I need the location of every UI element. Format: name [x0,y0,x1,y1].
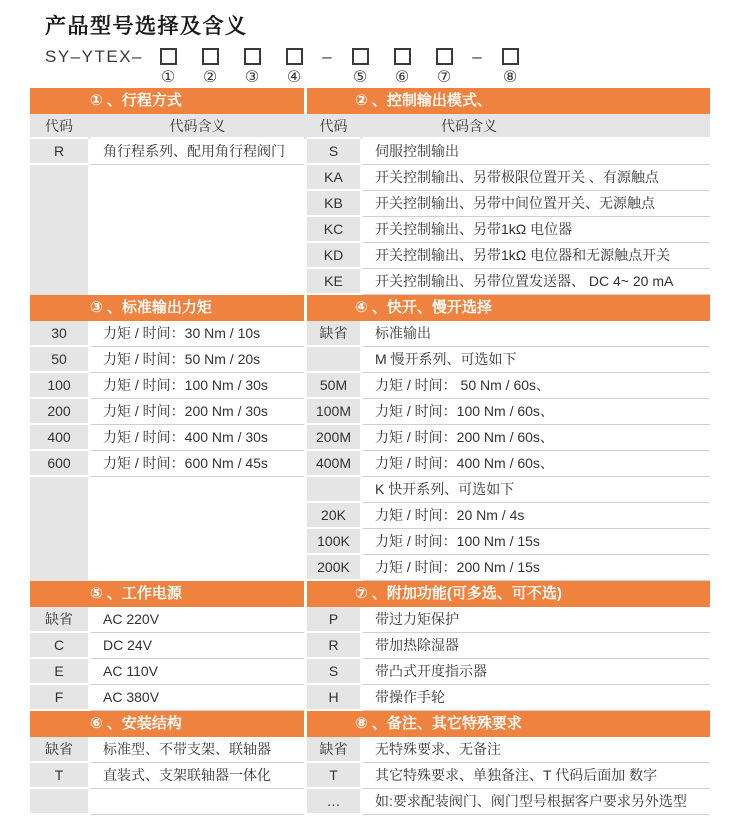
code-cell: … [307,789,360,815]
table-row [30,607,710,633]
section-header: ⑦ 、附加功能(可多选、可不选) [307,581,710,607]
code-cell: KB [307,191,360,217]
model-code-diagram [45,47,750,87]
empty-meaning-cell [91,555,304,581]
code-cell: 100K [307,529,360,555]
meaning-cell: AC 380V [91,685,304,711]
model-box-square [286,48,303,65]
code-cell: KE [307,269,360,295]
column-header-meaning: 代码含义 [91,114,304,139]
code-cell: T [307,763,360,789]
code-cell: KA [307,165,360,191]
meaning-cell: 标准型、不带支架、联轴器 [91,737,304,763]
empty-meaning-cell [91,789,304,815]
table-row [30,633,710,659]
meaning-cell: 力矩 / 时间：400 Nm / 60s、 [363,451,710,477]
column-header-code: 代码 [30,114,88,139]
code-cell: 缺省 [307,737,360,763]
table-row [30,399,710,425]
model-slot [489,47,531,87]
meaning-cell: 力矩 / 时间：600 Nm / 45s [91,451,304,477]
meaning-cell: 力矩 / 时间：100 Nm / 30s [91,373,304,399]
meaning-cell: 力矩 / 时间：100 Nm / 15s [363,529,710,555]
model-box-square [352,48,369,65]
table-row [30,347,710,373]
table-row [30,217,710,243]
model-slot [339,47,381,87]
table-row [30,321,710,347]
meaning-cell: 其它特殊要求、单独备注、T 代码后面加 数字 [363,763,710,789]
empty-meaning-cell [91,503,304,529]
meaning-cell: 带凸式开度指示器 [363,659,710,685]
code-cell: 600 [30,451,88,477]
model-slot [189,47,231,87]
empty-meaning-cell [91,269,304,295]
model-prefix: SY–YTEX– [45,47,143,66]
table-row [30,243,710,269]
meaning-cell: 开关控制输出、另带极限位置开关 、有源触点 [363,165,710,191]
model-box-square [502,48,519,65]
slot-number: ① [160,69,176,86]
meaning-cell: 如:要求配装阀门、阀门型号根据客户要求另外选型 [363,789,710,815]
code-cell: 20K [307,503,360,529]
code-cell: S [307,659,360,685]
slot-number: ⑥ [394,69,410,86]
meaning-cell: 开关控制输出、另带位置发送器、 DC 4~ 20 mA [363,269,710,295]
meaning-cell: 力矩 / 时间：400 Nm / 30s [91,425,304,451]
code-cell: 30 [30,321,88,347]
code-cell: R [307,633,360,659]
model-slot [147,47,189,87]
code-cell [307,347,360,373]
empty-meaning-cell [91,165,304,191]
meaning-cell: 力矩 / 时间：200 Nm / 30s [91,399,304,425]
meaning-cell: AC 220V [91,607,304,633]
code-cell: S [307,139,360,165]
meaning-cell: 力矩 / 时间：100 Nm / 60s、 [363,399,710,425]
code-cell: F [30,685,88,711]
model-slot [423,47,465,87]
code-cell: KD [307,243,360,269]
empty-code-cell [30,217,88,243]
code-cell: 缺省 [30,737,88,763]
table-row [30,269,710,295]
model-slot [381,47,423,87]
meaning-cell: 力矩 / 时间：200 Nm / 15s [363,555,710,581]
code-cell: KC [307,217,360,243]
table-row [30,191,710,217]
table-row [30,373,710,399]
empty-code-cell [30,165,88,191]
meaning-cell: 力矩 / 时间：200 Nm / 60s、 [363,425,710,451]
model-box-square [394,48,411,65]
code-cell: C [30,633,88,659]
code-cell: H [307,685,360,711]
empty-meaning-cell [91,217,304,243]
meaning-cell: 力矩 / 时间：30 Nm / 10s [91,321,304,347]
table-row [30,165,710,191]
empty-meaning-cell [91,243,304,269]
model-slot [273,47,315,87]
section-header: ⑤ 、工作电源 [30,581,304,607]
table-row [30,659,710,685]
empty-meaning-cell [91,529,304,555]
empty-code-cell [30,555,88,581]
meaning-cell: 力矩 / 时间：20 Nm / 4s [363,503,710,529]
slot-number: ④ [286,69,302,86]
table-row [30,425,710,451]
code-cell [307,477,360,503]
section-header: ① 、行程方式 [30,88,304,114]
code-cell: 100 [30,373,88,399]
empty-code-cell [30,269,88,295]
section-header: ⑥ 、安装结构 [30,711,304,737]
code-cell: 50 [30,347,88,373]
empty-code-cell [30,789,88,815]
meaning-cell: 标准输出 [363,321,710,347]
empty-code-cell [30,529,88,555]
code-cell: 100M [307,399,360,425]
model-box-square [436,48,453,65]
section-header: ③ 、标准输出力矩 [30,295,304,321]
code-cell: E [30,659,88,685]
model-slot [231,47,273,87]
model-box-square [202,48,219,65]
meaning-cell: 开关控制输出、另带1kΩ 电位器和无源触点开关 [363,243,710,269]
group-separator-dash: – [472,47,482,66]
model-slots [147,47,531,87]
code-cell: T [30,763,88,789]
section-header: ② 、控制输出模式、 [307,88,710,114]
code-cell: 400 [30,425,88,451]
meaning-cell: 直装式、支架联轴器一体化 [91,763,304,789]
table-row [30,477,710,503]
model-box-square [244,48,261,65]
meaning-cell: 开关控制输出、另带1kΩ 电位器 [363,217,710,243]
code-cell: 200M [307,425,360,451]
slot-number: ② [202,69,218,86]
page-title: 产品型号选择及含义 [45,15,248,38]
table-row [30,529,710,555]
table-row [30,789,710,815]
column-header-meaning: 代码含义 [363,114,710,139]
code-cell: R [30,139,88,165]
table-row [30,451,710,477]
meaning-cell: 开关控制输出、另带中间位置开关、无源触点 [363,191,710,217]
meaning-cell: 伺服控制输出 [363,139,710,165]
empty-meaning-cell [91,191,304,217]
code-cell: P [307,607,360,633]
table-row [30,139,710,165]
code-cell: 缺省 [30,607,88,633]
meaning-cell: AC 110V [91,659,304,685]
meaning-cell: 带过力矩保护 [363,607,710,633]
table-row [30,685,710,711]
code-cell: 400M [307,451,360,477]
empty-meaning-cell [91,477,304,503]
column-header-code: 代码 [307,114,360,139]
meaning-cell: K 快开系列、可选如下 [363,477,710,503]
slot-number: ③ [244,69,260,86]
slot-number: ⑤ [352,69,368,86]
empty-code-cell [30,477,88,503]
section-header: ④ 、快开、慢开选择 [307,295,710,321]
meaning-cell: 力矩 / 时间： 50 Nm / 60s、 [363,373,710,399]
meaning-cell: 带加热除湿器 [363,633,710,659]
table-row [30,503,710,529]
empty-code-cell [30,191,88,217]
code-cell: 200 [30,399,88,425]
code-cell: 200K [307,555,360,581]
empty-code-cell [30,503,88,529]
empty-code-cell [30,243,88,269]
meaning-cell: M 慢开系列、可选如下 [363,347,710,373]
meaning-cell: 角行程系列、配用角行程阀门 [91,139,304,165]
meaning-cell: DC 24V [91,633,304,659]
meaning-cell: 无特殊要求、无备注 [363,737,710,763]
meaning-cell: 力矩 / 时间：50 Nm / 20s [91,347,304,373]
code-cell: 缺省 [307,321,360,347]
selection-table [30,88,710,815]
table-row [30,763,710,789]
section-header: ⑧ 、备注、其它特殊要求 [307,711,710,737]
model-box-square [160,48,177,65]
slot-number: ⑧ [502,69,518,86]
code-cell: 50M [307,373,360,399]
table-row [30,555,710,581]
meaning-cell: 带操作手轮 [363,685,710,711]
table-row [30,737,710,763]
group-separator-dash: – [322,47,332,66]
slot-number: ⑦ [436,69,452,86]
